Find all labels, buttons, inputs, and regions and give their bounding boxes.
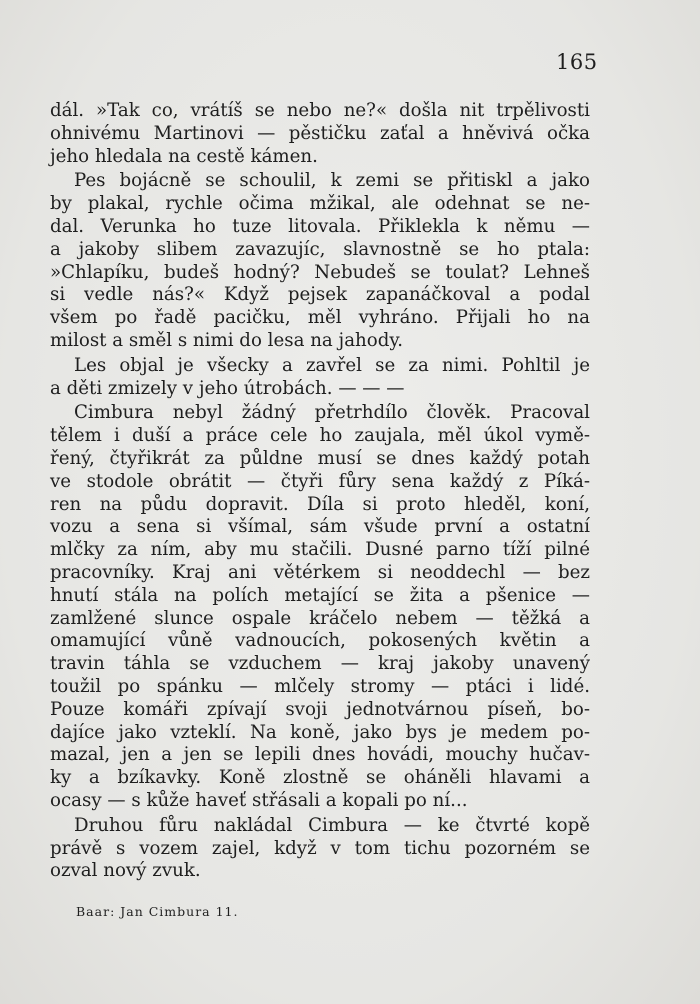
text-line: právě s vozem zajel, když v tom tichu pozorném se [50,837,590,859]
text-line: ky a bzíkavky. Koně zlostně se oháněli hlavami a [50,767,590,789]
text-line: omamující vůně vadnoucích, pokosených květin a [50,630,590,652]
text-line: travin táhla se vzduchem — kraj jakoby unavený [50,653,590,675]
text-line: řený, čtyřikrát za půldne musí se dnes každý potah [50,447,590,469]
text-line: zamlžené slunce ospale kráčelo nebem — těžká a [50,607,590,629]
body-text [50,100,590,883]
text-line: ve stodole obrátit — čtyři fůry sena každý z Píká- [50,470,590,492]
text-line: milost a směl s nimi do lesa na jahody. [50,329,403,351]
text-line: pracovníky. Kraj ani větérkem si neoddechl — bez [50,561,590,583]
text-line: vozu a sena si všímal, sám všude první a ostatní [50,516,590,538]
text-line: všem po řadě pacičku, měl vyhráno. Přijali ho na [50,307,590,329]
printer-signature: Baar: Jan Cimbura 11. [76,904,239,919]
text-line: Pouze komáři zpívají svoji jednotvárnou píseň, bo- [50,698,590,720]
text-line: Cimbura nebyl žádný přetrhdílo člověk. Pracoval [74,402,590,424]
text-line: ozval nový zvuk. [50,860,201,882]
text-line: mlčky za ním, aby mu stačili. Dusné parno tíží pilné [50,539,590,561]
text-line: a jakoby slibem zavazujíc, slavnostně se ho ptala: [50,238,590,260]
text-line: dal. Verunka ho tuze litovala. Přiklekla k němu — [50,215,590,237]
paragraph-1 [50,100,590,168]
text-line: ocasy — s kůže haveť střásali a kopali po ní... [50,789,468,811]
text-line: by plakal, rychle očima mžikal, ale odehnat se ne- [50,193,590,215]
text-line: ohnivému Martinovi — pěstičku zaťal a hněvivá očka [50,122,590,144]
paragraph-4 [50,402,590,812]
text-line: ren na půdu dopravit. Díla si proto hleděl, koní, [50,493,590,515]
text-line: jeho hledala na cestě kámen. [50,145,318,167]
text-line: Pes bojácně se schoulil, k zemi se přitiskl a jako [74,170,590,192]
page-number: 165 [556,50,598,74]
paragraph-2 [50,170,590,352]
text-line: toužil po spánku — mlčely stromy — ptáci i lidé. [50,675,590,697]
text-line: dál. »Tak co, vrátíš se nebo ne?« došla nit trpělivosti [50,100,590,121]
text-line: a děti zmizely v jeho útrobách. — — — [50,377,405,399]
paragraph-3 [50,355,590,401]
text-line: Druhou fůru nakládal Cimbura — ke čtvrté kopě [74,814,590,836]
text-line: tělem i duší a práce cele ho zaujala, měl úkol vymě- [50,425,590,447]
text-line: dajíce jako vzteklí. Na koně, jako bys je medem po- [50,721,590,743]
text-line: mazal, jen a jen se lepili dnes hovádi, mouchy hučav- [50,744,590,766]
text-line: Les objal je všecky a zavřel se za nimi. Pohltil je [74,354,590,376]
text-line: hnutí stála na polích metající se žita a pšenice — [50,584,590,606]
text-line: si vedle nás?« Když pejsek zapanáčkoval a podal [50,284,590,306]
paragraph-5 [50,815,590,883]
text-line: »Chlapíku, budeš hodný? Nebudeš se toulat? Lehneš [50,261,590,283]
